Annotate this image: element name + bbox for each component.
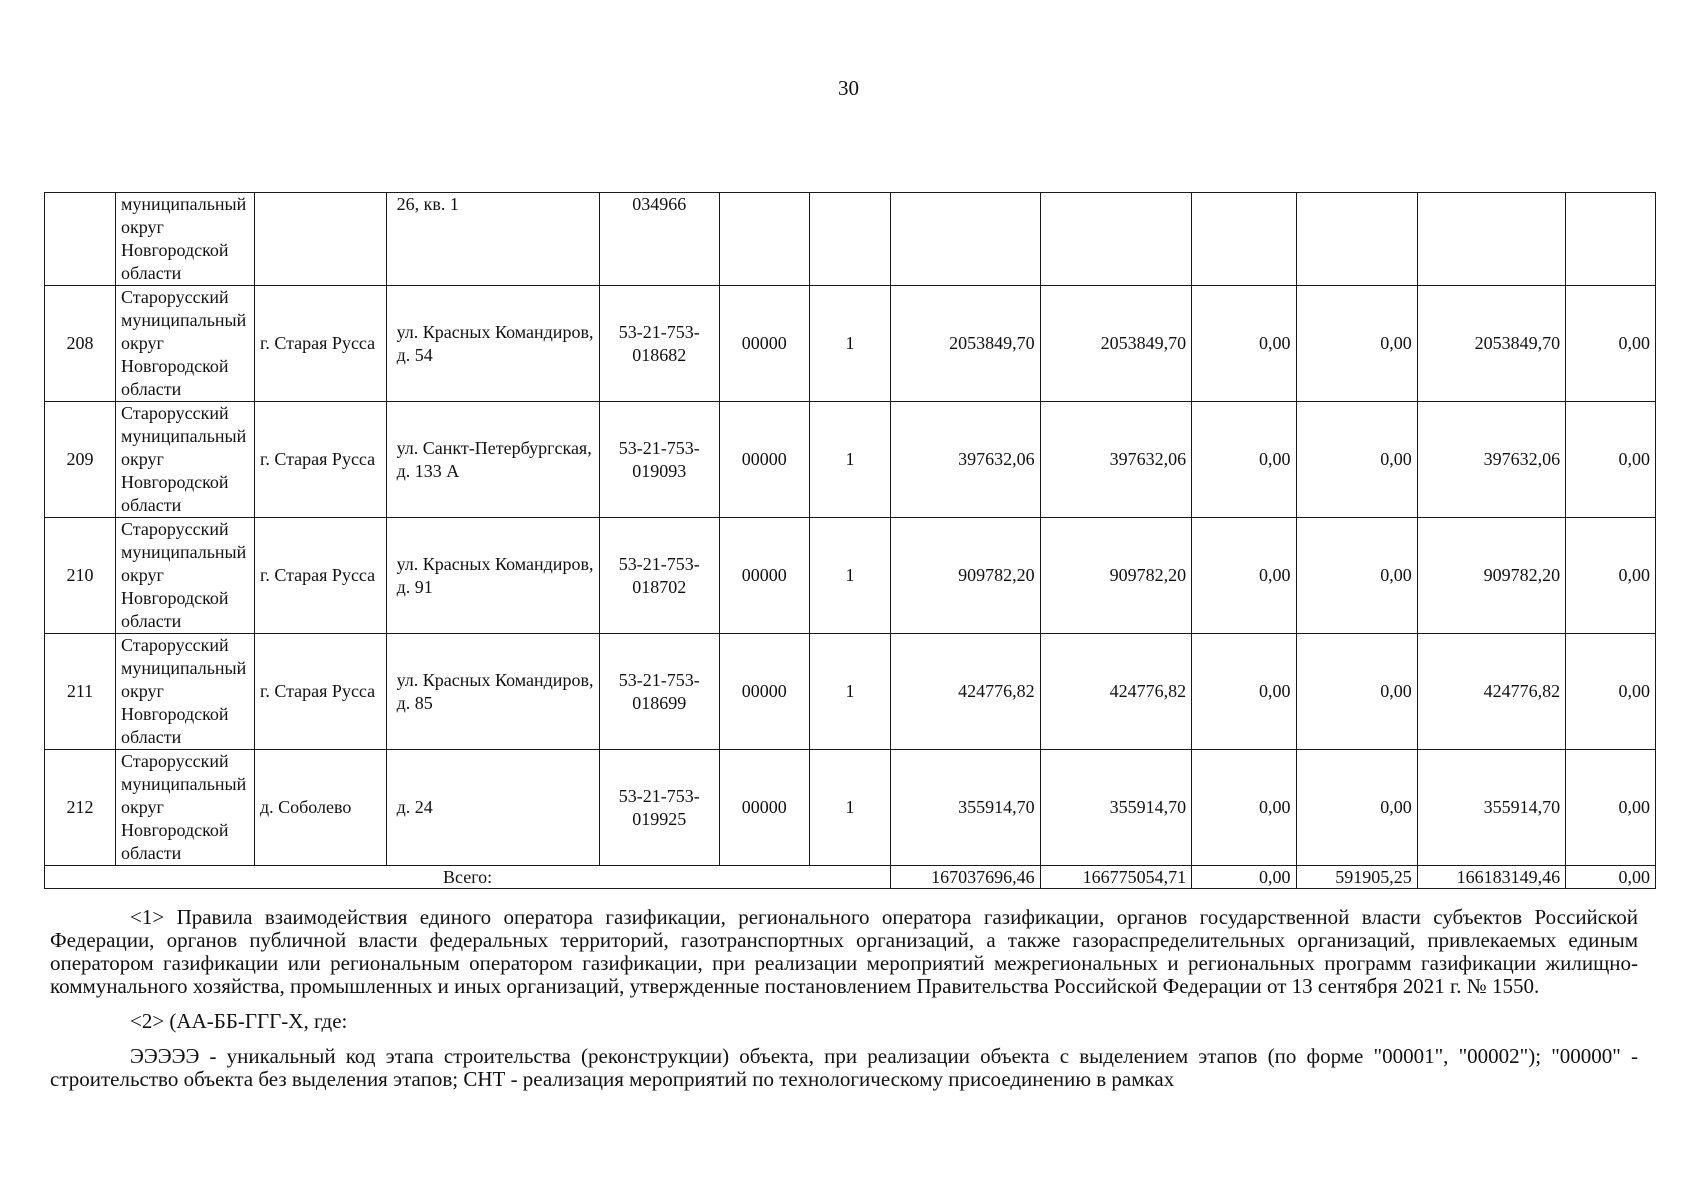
- cell-col7: 1: [809, 286, 890, 402]
- gasification-table: [44, 192, 1656, 889]
- cell-v2: 355914,70: [1040, 750, 1191, 866]
- cell-settlement: г. Старая Русса: [254, 518, 386, 634]
- cell-v1: 424776,82: [891, 634, 1040, 750]
- cell-stage: 00000: [719, 518, 809, 634]
- total-v4: 591905,25: [1296, 866, 1417, 889]
- cell-v2: 397632,06: [1040, 402, 1191, 518]
- cell-v1: 397632,06: [891, 402, 1040, 518]
- cell-v1: 2053849,70: [891, 286, 1040, 402]
- cell-address: 26, кв. 1: [386, 193, 599, 286]
- cell-settlement: д. Соболево: [254, 750, 386, 866]
- cell-col7: 1: [809, 634, 890, 750]
- footnote-3: ЭЭЭЭЭ - уникальный код этапа строительства (реконструкции) объекта, при реализации объекта с выделением этапов (по форме "00001", "00002"); "00000" - строительство объекта без выделения этапов; СНТ - реализация мероприятий по технологическому присоединению в рамках: [50, 1044, 1638, 1091]
- cell-code: 53-21-753-018682: [599, 286, 719, 402]
- cell-v4: 0,00: [1296, 634, 1417, 750]
- cell-stage: 00000: [719, 634, 809, 750]
- cell-num: 212: [45, 750, 116, 866]
- cell-v3: [1192, 193, 1296, 286]
- cell-v4: 0,00: [1296, 286, 1417, 402]
- cell-v6: 0,00: [1566, 286, 1656, 402]
- cell-stage: [719, 193, 809, 286]
- total-v5: 166183149,46: [1417, 866, 1565, 889]
- footnote-2: <2> (АА-ББ-ГГГ-Х, где:: [130, 1009, 348, 1033]
- cell-address: ул. Красных Командиров, д. 85: [386, 634, 599, 750]
- footnotes: [50, 906, 1638, 1091]
- cell-v4: 0,00: [1296, 518, 1417, 634]
- cell-municipality: Старорусский муниципальный округ Новгородской области: [116, 634, 255, 750]
- cell-v5: 909782,20: [1417, 518, 1565, 634]
- cell-municipality: Старорусский муниципальный округ Новгородской области: [116, 402, 255, 518]
- cell-v2: 2053849,70: [1040, 286, 1191, 402]
- cell-v6: 0,00: [1566, 634, 1656, 750]
- table-row: [45, 518, 1656, 634]
- cell-v3: 0,00: [1192, 750, 1296, 866]
- footnote-1: <1> Правила взаимодействия единого оператора газификации, регионального оператора газификации, органов государственной власти субъектов Российской Федерации, органов публичной власти федеральных территорий, газотранспортных организаций, а также газораспределительных организаций, привлекаемых единым оператором газификации или региональным оператором газификации, при реализации мероприятий межрегиональных и региональных программ газификации жилищно-коммунального хозяйства, промышленных и иных организаций, утвержденные постановлением Правительства Российской Федерации от 13 сентября 2021 г. № 1550.: [50, 905, 1638, 998]
- cell-stage: 00000: [719, 750, 809, 866]
- table-row-continued: [45, 193, 1656, 286]
- table-row: [45, 750, 1656, 866]
- cell-v2: 909782,20: [1040, 518, 1191, 634]
- cell-v6: [1566, 193, 1656, 286]
- cell-v6: 0,00: [1566, 402, 1656, 518]
- cell-num: [45, 193, 116, 286]
- cell-code: 53-21-753-018702: [599, 518, 719, 634]
- total-v3: 0,00: [1192, 866, 1296, 889]
- cell-num: 211: [45, 634, 116, 750]
- total-v6: 0,00: [1566, 866, 1656, 889]
- table-row: [45, 286, 1656, 402]
- cell-stage: 00000: [719, 286, 809, 402]
- cell-settlement: г. Старая Русса: [254, 286, 386, 402]
- cell-num: 209: [45, 402, 116, 518]
- cell-v5: 355914,70: [1417, 750, 1565, 866]
- cell-col7: 1: [809, 750, 890, 866]
- cell-address: ул. Красных Командиров, д. 91: [386, 518, 599, 634]
- cell-col7: 1: [809, 402, 890, 518]
- page-number: 30: [838, 76, 859, 100]
- cell-v6: 0,00: [1566, 518, 1656, 634]
- cell-col7: 1: [809, 518, 890, 634]
- cell-v2: [1040, 193, 1191, 286]
- cell-v5: 397632,06: [1417, 402, 1565, 518]
- cell-col7: [809, 193, 890, 286]
- cell-municipality: Старорусский муниципальный округ Новгородской области: [116, 518, 255, 634]
- cell-v3: 0,00: [1192, 518, 1296, 634]
- cell-v4: 0,00: [1296, 402, 1417, 518]
- cell-municipality: муниципальный округ Новгородской области: [116, 193, 255, 286]
- cell-settlement: г. Старая Русса: [254, 402, 386, 518]
- cell-stage: 00000: [719, 402, 809, 518]
- cell-municipality: Старорусский муниципальный округ Новгородской области: [116, 750, 255, 866]
- cell-municipality: Старорусский муниципальный округ Новгородской области: [116, 286, 255, 402]
- table-row: [45, 402, 1656, 518]
- cell-code: 53-21-753-019093: [599, 402, 719, 518]
- cell-v4: [1296, 193, 1417, 286]
- cell-v6: 0,00: [1566, 750, 1656, 866]
- cell-v2: 424776,82: [1040, 634, 1191, 750]
- total-v1: 167037696,46: [891, 866, 1040, 889]
- cell-v4: 0,00: [1296, 750, 1417, 866]
- table-row: [45, 634, 1656, 750]
- cell-code: 034966: [599, 193, 719, 286]
- cell-settlement: г. Старая Русса: [254, 634, 386, 750]
- cell-v3: 0,00: [1192, 402, 1296, 518]
- cell-address: д. 24: [386, 750, 599, 866]
- cell-code: 53-21-753-019925: [599, 750, 719, 866]
- total-v2: 166775054,71: [1040, 866, 1191, 889]
- table-total-row: [45, 866, 1656, 889]
- cell-code: 53-21-753-018699: [599, 634, 719, 750]
- cell-address: ул. Красных Командиров, д. 54: [386, 286, 599, 402]
- cell-num: 210: [45, 518, 116, 634]
- cell-v1: 355914,70: [891, 750, 1040, 866]
- cell-address: ул. Санкт-Петербургская, д. 133 А: [386, 402, 599, 518]
- cell-v5: 424776,82: [1417, 634, 1565, 750]
- cell-v3: 0,00: [1192, 634, 1296, 750]
- cell-v5: [1417, 193, 1565, 286]
- cell-v5: 2053849,70: [1417, 286, 1565, 402]
- cell-v1: [891, 193, 1040, 286]
- cell-v1: 909782,20: [891, 518, 1040, 634]
- cell-settlement: [254, 193, 386, 286]
- cell-v3: 0,00: [1192, 286, 1296, 402]
- cell-num: 208: [45, 286, 116, 402]
- total-label: Всего:: [45, 866, 891, 889]
